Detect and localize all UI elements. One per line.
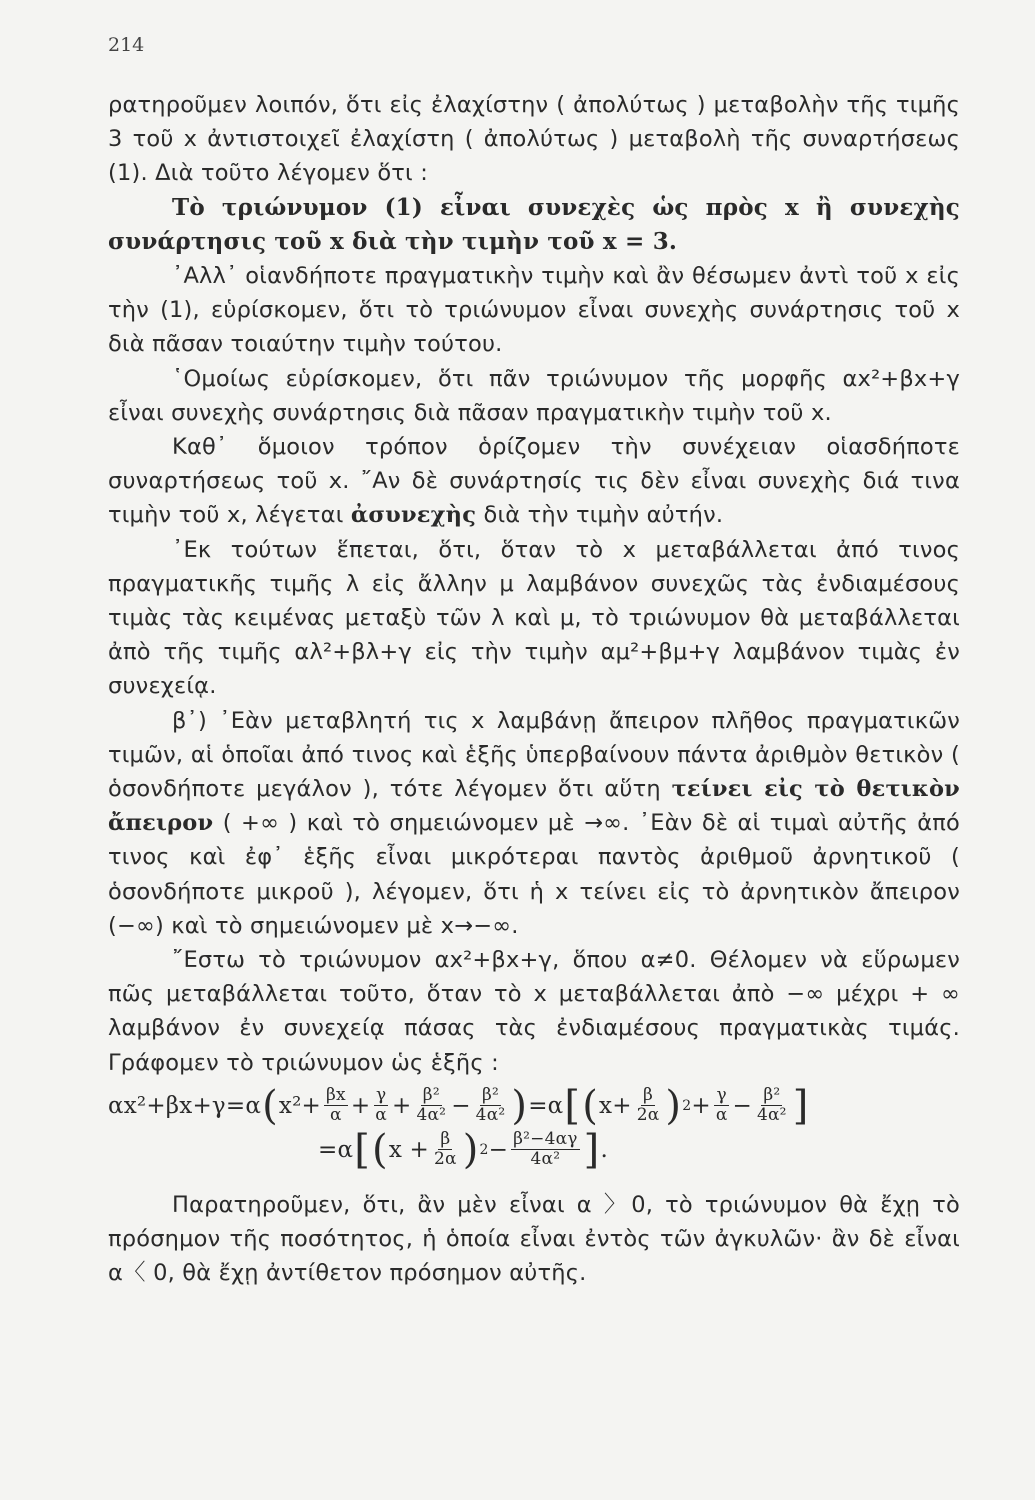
paren-open-inner: ( xyxy=(582,1082,599,1129)
fraction-discriminant: $\frac{\text{β²−4αγ}}{\text{4α²}}$ xyxy=(513,1129,578,1170)
theorem-statement: Τὸ τριώνυμον (1) εἶναι συνεχὲς ὡς πρὸς x ἢ συνεχὴς συνάρτησις τοῦ x διὰ τὴν τιμὴν τοῦ x = 3. xyxy=(108,193,960,255)
paragraph-sign-observation: Παρατηροῦμεν, ὅτι, ἂν μὲν εἶναι α 〉0, τὸ τριώνυμον θὰ ἔχῃ τὸ πρόσημον τῆς ποσότητος, ἡ ὁποία εἶναι ἐντὸς τῶν ἀγκυλῶν· ἂν δὲ εἶναι α〈 0, θὰ ἔχῃ ἀντίθετον πρόσημον αὐτῆς. xyxy=(108,1191,960,1287)
minus-sign: − xyxy=(732,1092,752,1119)
paragraph-general-trinomial: ῾Ομοίως εὑρίσκομεν, ὅτι πᾶν τριώνυμον τῆς μορφῆς αx²+βx+γ εἶναι συνεχὴς συνάρτησις διὰ πᾶσαν πραγματικὴν τιμὴν τοῦ x. xyxy=(108,365,960,426)
paragraph-trinomial-intro: ῎Εστω τὸ τριώνυμον αx²+βx+γ, ὅπου α≠0. Θέλομεν νὰ εὕρωμεν πῶς μεταβάλλεται τοῦτο, ὅταν τὸ x μεταβάλλεται ἀπὸ −∞ μέχρι + ∞ λαμβάνον ἐν συνεχείᾳ πάσας τὰς ἐνδιαμέσους πραγματικὰς τιμάς. Γράφομεν τὸ τριώνυμον ὡς ἑξῆς : xyxy=(108,947,960,1076)
paragraph-continuation: ρατηροῦμεν λοιπόν, ὅτι εἰς ἐλαχίστην ( ἀπολύτως ) μεταβολὴν τῆς τιμῆς 3 τοῦ x ἀντιστοιχεῖ ἐλαχίστη ( ἀπολύτως ) μεταβολὴ τῆς συναρτήσεως (1). Διὰ τοῦτο λέγομεν ὅτι : xyxy=(108,92,960,187)
p7-end: ( +∞ ) καὶ τὸ σημειώνομεν μὲ →∞. ᾿Εὰν δὲ αἱ τιμαὶ αὐτῆς ἀπό τινος καὶ ἐφ᾿ ἑξῆς εἶναι μικρότεραι παντὸς ἀριθμοῦ ἀρνητικοῦ ( ὁσονδήποτε μικροῦ ), λέγομεν, ὅτι ἡ x τείνει εἰς τὸ ἀρνητικὸν ἄπειρον (−∞) καὶ τὸ σημειώνομεν μὲ x→−∞. xyxy=(108,810,961,939)
paren-close: ) xyxy=(511,1082,528,1129)
fraction-g-a-b: $\frac{\gamma}{\alpha}$ xyxy=(715,1085,728,1126)
fraction-b-2a: $\frac{\beta}{2\alpha}$ xyxy=(636,1085,660,1126)
paragraph-intermediate-values: ᾿Εκ τούτων ἕπεται, ὅτι, ὅταν τὸ x μεταβάλλεται ἀπό τινος πραγματικῆς τιμῆς λ εἰς ἄλλην μ λαμβάνον συνεχῶς τὰς ἐνδιαμέσους τιμὰς τὰς κειμένας μεταξὺ τῶν λ καὶ μ, τὸ τριώνυμον θὰ μεταβάλλεται ἀπὸ τῆς τιμῆς αλ²+βλ+γ εἰς τὴν τιμὴν αμ²+βμ+γ λαμβάνον τιμὰς ἐν συνεχείᾳ. xyxy=(108,536,960,700)
plus-sign: + xyxy=(350,1092,371,1119)
formula-eq-alpha: =α xyxy=(528,1092,564,1119)
paragraph-any-value: ᾿Αλλ᾿ οἱανδήποτε πραγματικὴν τιμὴν καὶ ἂν θέσωμεν ἀντὶ τοῦ x εἰς τὴν (1), εὑρίσκομεν, ὅτι τὸ τριώνυμον εἶναι συνεχὴς συνάρτησις τοῦ x διὰ πᾶσαν τοιαύτην τιμὴν τούτου. xyxy=(108,263,960,358)
formula-lhs: αx²+βx+γ=α xyxy=(108,1092,262,1119)
bracket-close-2: ] xyxy=(583,1126,600,1173)
bracket-open: [ xyxy=(564,1082,581,1129)
trinomial-formula xyxy=(108,1082,960,1173)
paren-open: ( xyxy=(262,1082,278,1129)
minus-sign: − xyxy=(451,1092,471,1119)
formula-row2-lead: =α xyxy=(318,1136,354,1163)
paren-open-2: ( xyxy=(372,1126,388,1173)
square-exponent: 2 xyxy=(682,1097,692,1114)
p7-start: β᾿) ᾿Εὰν μεταβλητή τις x λαμβάνῃ ἄπειρον πλῆθος πραγματικῶν τιμῶν, αἱ ὁποῖαι ἀπό τινος καὶ ἑξῆς ὑπερβαίνουν πάντα ἀριθμὸν θετικὸν ( ὁσονδήποτε μεγάλον ), τότε λέγομεν ὅτι αὕτη xyxy=(108,707,960,803)
formula-row2-end: . xyxy=(600,1136,608,1163)
formula-row-1 xyxy=(108,1082,960,1129)
p5-start: Καθ᾿ ὅμοιον τρόπον ὁρίζομεν τὴν συνέχειαν οἱασδήποτε συναρτήσεως τοῦ x. ῎Αν δὲ συνάρτησίς τις δὲν εἶναι συνεχὴς διά τινα τιμὴν τοῦ x, λέγεται xyxy=(108,434,960,529)
p5-end: διὰ τὴν τιμὴν αὐτήν. xyxy=(483,502,724,529)
bracket-close: ] xyxy=(792,1082,809,1129)
page-body xyxy=(108,88,960,1291)
term-positive-infinity: τείνει εἰς τὸ θετικὸν ἄπειρον xyxy=(108,776,960,837)
paragraph-discontinuity xyxy=(108,430,960,533)
formula-row2-x: x + xyxy=(388,1136,429,1163)
page-number: 214 xyxy=(108,34,145,56)
formula-row-2 xyxy=(108,1126,960,1173)
fraction-bx-a: $\frac{\beta x}{\alpha}$ xyxy=(325,1085,346,1126)
fraction-b2-4a2: $\frac{\text{β²}}{\text{4α²}}$ xyxy=(416,1085,447,1126)
plus-sign: + xyxy=(391,1092,412,1119)
square-exponent-2: 2 xyxy=(479,1141,489,1158)
fraction-b2-4a2-c: $\frac{\text{β²}}{\text{4α²}}$ xyxy=(756,1085,787,1126)
paragraph-infinity xyxy=(108,704,960,943)
fraction-b-2a-row2: $\frac{\beta}{2\alpha}$ xyxy=(434,1129,457,1170)
formula-x2: x²+ xyxy=(278,1092,321,1119)
term-discontinuous: ἀσυνεχὴς xyxy=(350,502,477,529)
plus-sign: + xyxy=(691,1092,711,1119)
fraction-g-a: $\frac{\gamma}{\alpha}$ xyxy=(375,1085,387,1126)
fraction-b2-4a2-b: $\frac{\text{β²}}{\text{4α²}}$ xyxy=(475,1085,506,1126)
minus-sign: − xyxy=(488,1136,509,1163)
paren-close-inner: ) xyxy=(665,1082,682,1129)
paren-close-2: ) xyxy=(462,1126,479,1173)
bracket-open-2: [ xyxy=(354,1126,371,1173)
formula-x-plus: x+ xyxy=(599,1092,632,1119)
